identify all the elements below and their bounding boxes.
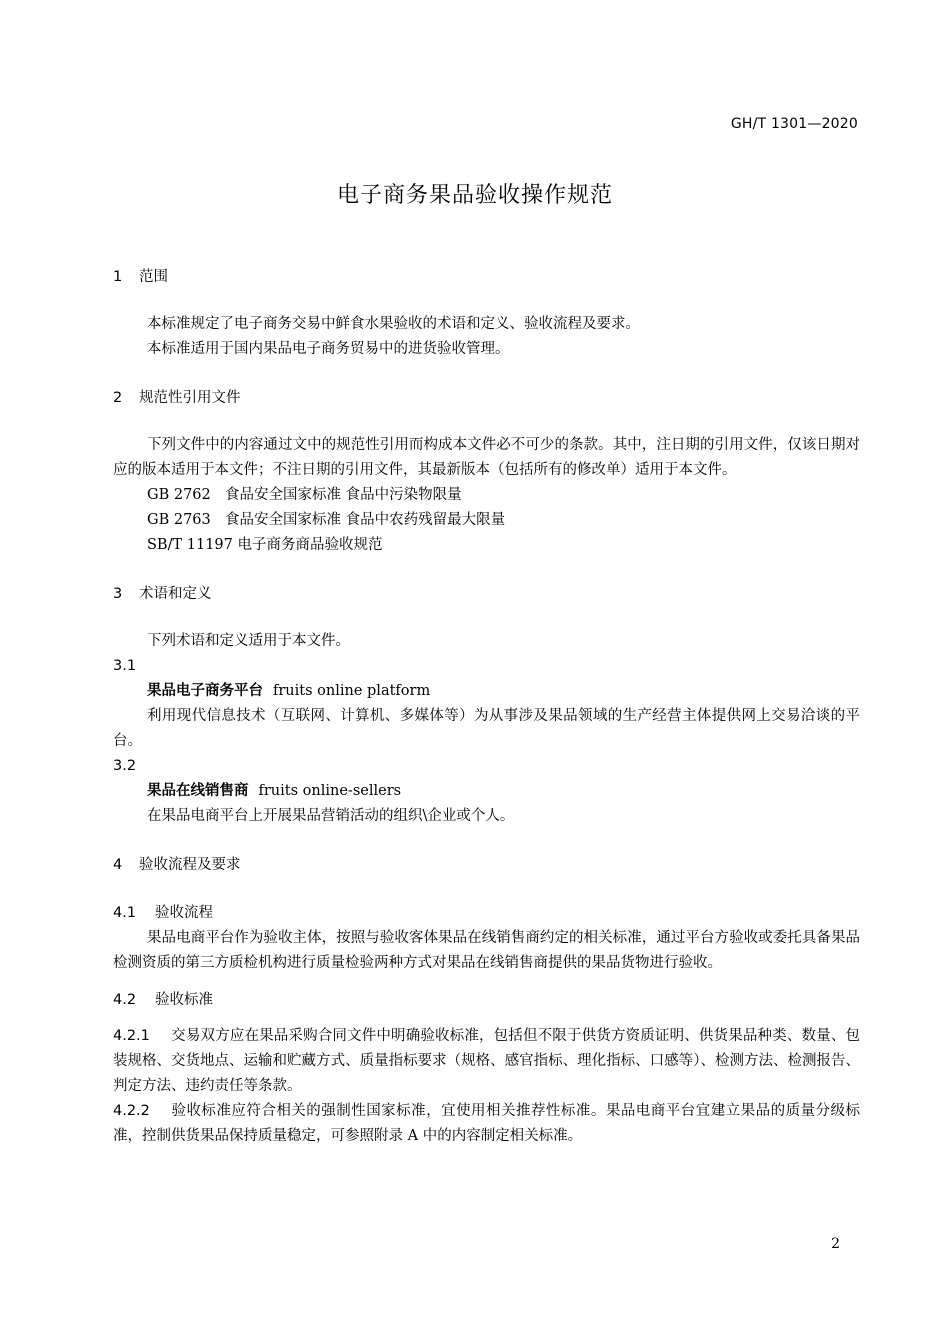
term-number: 3.2 [113, 758, 137, 774]
section-number: 4 [113, 857, 123, 873]
reference-item [113, 533, 860, 558]
clause [113, 1024, 860, 1099]
term-entry [113, 679, 860, 704]
subsection-title: 验收标准 [155, 992, 213, 1008]
clause-text: 验收标准应符合相关的强制性国家标准，宜使用相关推荐性标准。果品电商平台宜建立果品的质量分级标准，控制供货果品保持质量稳定，可参照附录 A 中的内容制定相关标准。 [113, 1103, 860, 1144]
subsection-4-2-heading [113, 988, 860, 1012]
clause-number: 4.2.1 [113, 1028, 150, 1044]
subsection-title: 验收流程 [155, 905, 213, 921]
document-code: GH/T 1301—2020 [730, 116, 858, 132]
section-number: 1 [113, 269, 123, 285]
term-english: fruits online-sellers [258, 783, 402, 799]
section-title: 规范性引用文件 [139, 390, 241, 406]
reference-code: GB 2762 [147, 487, 211, 503]
section-3-heading [113, 582, 860, 606]
paragraph: 下列术语和定义适用于本文件。 [147, 633, 350, 649]
reference-code: SB/T 11197 [147, 537, 233, 553]
section-number: 2 [113, 390, 123, 406]
reference-item [113, 483, 860, 508]
term-chinese: 果品在线销售商 [147, 783, 249, 799]
section-title: 术语和定义 [139, 586, 212, 602]
term-definition: 在果品电商平台上开展果品营销活动的组织\企业或个人。 [147, 808, 515, 824]
subsection-number: 4.1 [113, 905, 137, 921]
reference-title: 食品安全国家标准 食品中农药残留最大限量 [225, 512, 506, 528]
term-chinese: 果品电子商务平台 [147, 683, 263, 699]
clause-number: 4.2.2 [113, 1103, 150, 1119]
term-entry [113, 779, 860, 804]
reference-title: 食品安全国家标准 食品中污染物限量 [225, 487, 462, 503]
document-title: 电子商务果品验收操作规范 [336, 183, 613, 208]
clause [113, 1099, 860, 1149]
reference-item [113, 508, 860, 533]
subsection-4-1-heading [113, 901, 860, 925]
section-number: 3 [113, 586, 123, 602]
paragraph: 下列文件中的内容通过文中的规范性引用而构成本文件必不可少的条款。其中，注日期的引用文件，仅该日期对应的版本适用于本文件；不注日期的引用文件，其最新版本（包括所有的修改单）适用于本文件。 [113, 437, 860, 478]
page-number: 2 [831, 1236, 840, 1252]
term-english: fruits online platform [273, 683, 431, 699]
paragraph: 果品电商平台作为验收主体，按照与验收客体果品在线销售商约定的相关标准，通过平台方验收或委托具备果品检测资质的第三方质检机构进行质量检验两种方式对果品在线销售商提供的果品货物进行验收。 [113, 930, 860, 971]
section-2-heading [113, 386, 860, 410]
term-definition: 利用现代信息技术（互联网、计算机、多媒体等）为从事涉及果品领域的生产经营主体提供网上交易洽谈的平台。 [113, 708, 860, 749]
subsection-number: 4.2 [113, 992, 137, 1008]
section-title: 验收流程及要求 [139, 857, 241, 873]
clause-text: 交易双方应在果品采购合同文件中明确验收标准，包括但不限于供货方资质证明、供货果品种类、数量、包装规格、交货地点、运输和贮藏方式、质量指标要求（规格、感官指标、理化指标、口感等）、检测方法、检测报告、判定方法、违约责任等条款。 [113, 1028, 860, 1094]
document-body [113, 265, 860, 1149]
section-4-heading [113, 853, 860, 877]
section-1-heading [113, 265, 860, 289]
term-number: 3.1 [113, 658, 137, 674]
paragraph: 本标准规定了电子商务交易中鲜食水果验收的术语和定义、验收流程及要求。 [147, 316, 640, 332]
paragraph: 本标准适用于国内果品电子商务贸易中的进货验收管理。 [147, 341, 510, 357]
reference-title: 电子商务商品验收规范 [237, 537, 383, 553]
section-title: 范围 [139, 269, 168, 285]
reference-code: GB 2763 [147, 512, 211, 528]
